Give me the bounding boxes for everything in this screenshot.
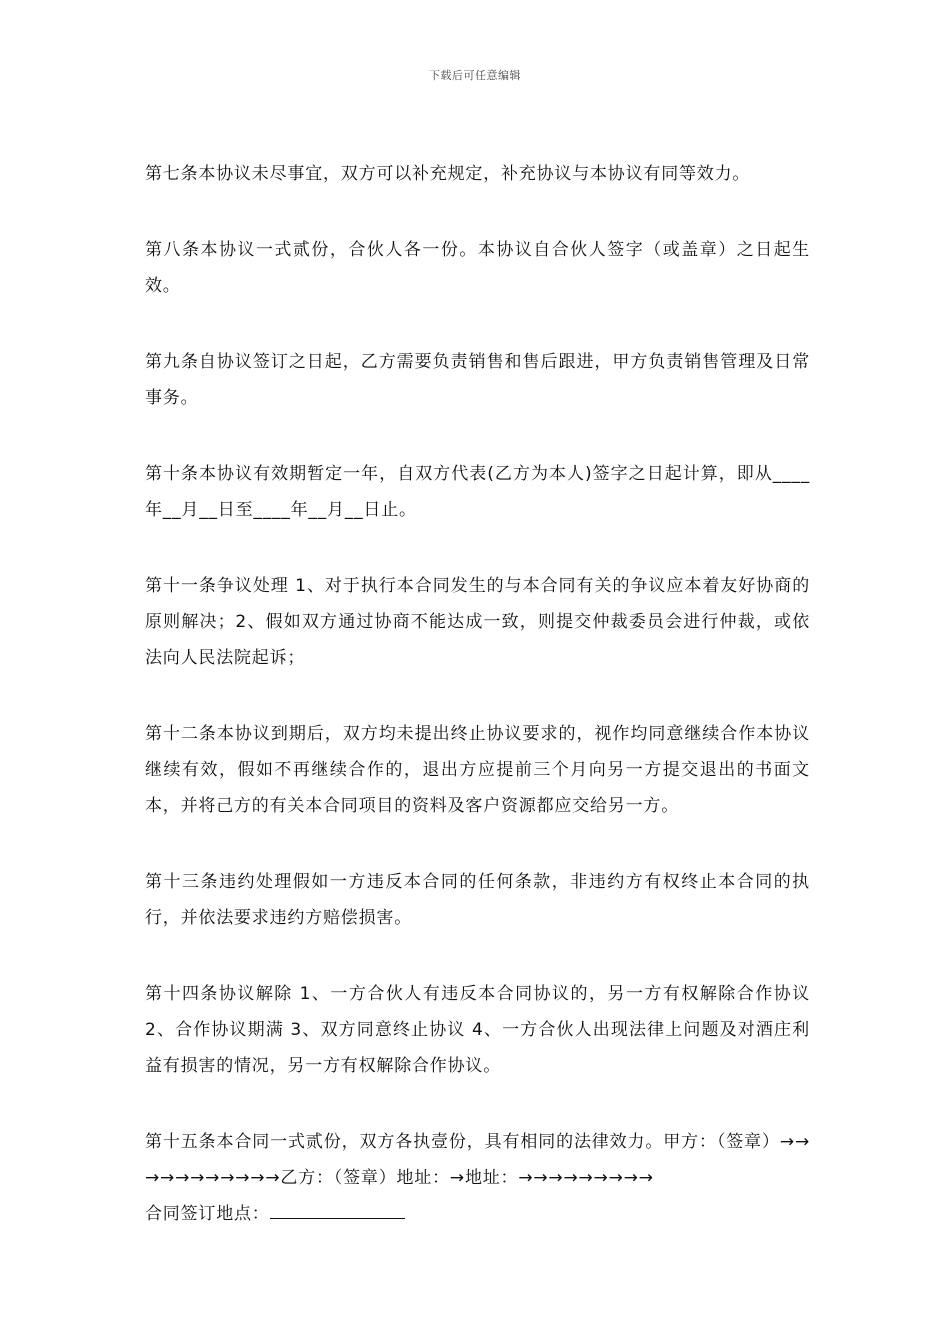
article-15 [145, 1124, 810, 1232]
signing-place-blank [270, 1217, 405, 1219]
article-9: 第九条自协议签订之日起，乙方需要负责销售和售后跟进，甲方负责销售管理及日常事务。 [145, 352, 810, 408]
article-8: 第八条本协议一式贰份，合伙人各一份。本协议自合伙人签字（或盖章）之日起生效。 [145, 240, 810, 296]
document-body [145, 156, 810, 1232]
article-7: 第七条本协议未尽事宜，双方可以补充规定，补充协议与本协议有同等效力。 [145, 164, 751, 184]
article-13: 第十三条违约处理假如一方违反本合同的任何条款，非违约方有权终止本合同的执行，并依法要求违约方赔偿损害。 [145, 872, 810, 928]
article-11: 第十一条争议处理 1、对于执行本合同发生的与本合同有关的争议应本着友好协商的原则解决；2、假如双方通过协商不能达成一致，则提交仲裁委员会进行仲裁，或依法向人民法院起诉； [145, 576, 810, 668]
article-15-text: 第十五条本合同一式贰份，双方各执壹份，具有相同的法律效力。甲方：（签章）→→→→→→→→→→→乙方：（签章）地址：→地址：→→→→→→→→→ [145, 1132, 810, 1188]
article-10: 第十条本协议有效期暂定一年，自双方代表(乙方为本人)签字之日起计算，即从____年__月__日至____年__月__日止。 [145, 464, 810, 520]
page-header: 下载后可任意编辑 [429, 69, 521, 82]
signing-place-label: 合同签订地点： [145, 1204, 270, 1224]
article-12: 第十二条本协议到期后，双方均未提出终止协议要求的，视作均同意继续合作本协议继续有效，假如不再继续合作的，退出方应提前三个月向另一方提交退出的书面文本，并将己方的有关本合同项目的资料及客户资源都应交给另一方。 [145, 724, 810, 816]
article-14: 第十四条协议解除 1、一方合伙人有违反本合同协议的，另一方有权解除合作协议 2、合作协议期满 3、双方同意终止协议 4、一方合伙人出现法律上问题及对酒庄利益有损害的情况，另一方有权解除合作协议。 [145, 984, 810, 1076]
